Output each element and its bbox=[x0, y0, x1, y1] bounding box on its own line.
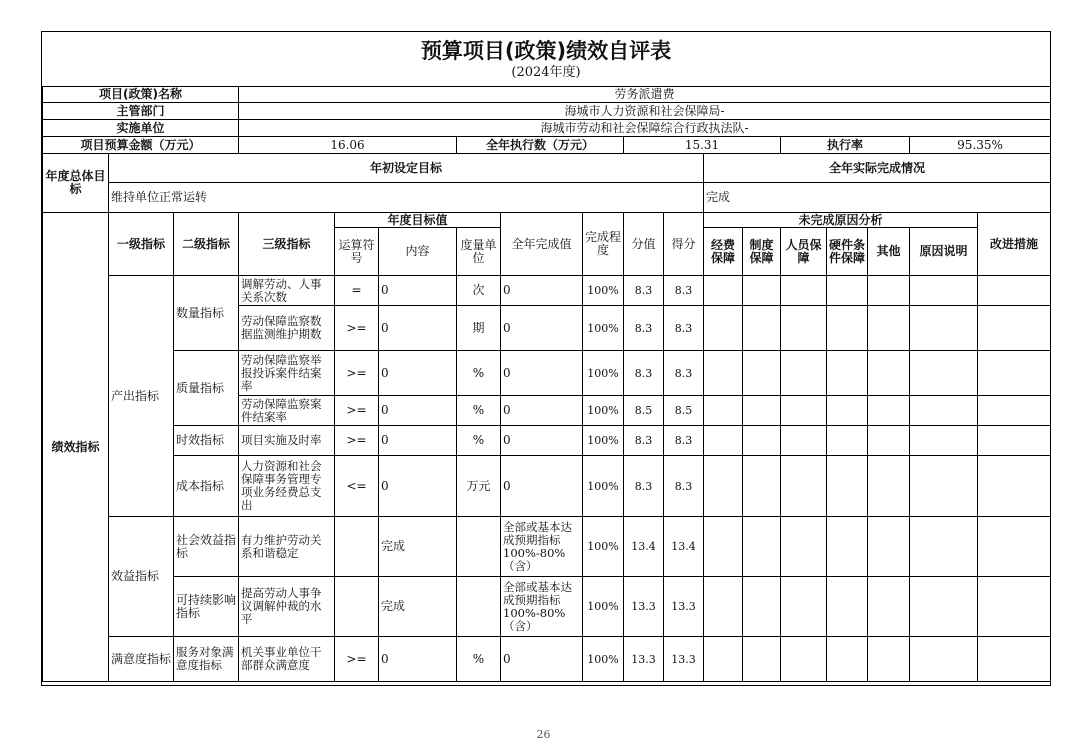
header-target-group: 年度目标值 bbox=[335, 213, 501, 228]
indicator-name: 机关事业单位干部群众满意度 bbox=[239, 637, 335, 682]
indicator-degree: 100% bbox=[583, 426, 624, 456]
indicator-unit: 次 bbox=[457, 276, 501, 306]
header-score: 分值 bbox=[624, 213, 664, 276]
subgroup-cost: 成本指标 bbox=[174, 456, 239, 517]
indicator-name: 劳动保障监察案件结案率 bbox=[239, 396, 335, 426]
goal-actual-value: 完成 bbox=[704, 183, 1051, 213]
row-dept bbox=[43, 103, 1051, 120]
indicator-got: 8.3 bbox=[664, 306, 704, 351]
evaluation-table bbox=[42, 86, 1051, 682]
indicator-op bbox=[335, 577, 379, 637]
header-content: 内容 bbox=[379, 228, 457, 276]
unit-value: 海城市劳动和社会保障综合行政执法队- bbox=[239, 120, 1051, 137]
indicator-unit: % bbox=[457, 396, 501, 426]
indicator-name: 提高劳动人事争议调解仲裁的水平 bbox=[239, 577, 335, 637]
row-goal-header bbox=[43, 154, 1051, 183]
indicator-content: 0 bbox=[379, 276, 457, 306]
header-reason-group: 未完成原因分析 bbox=[704, 213, 978, 228]
header-reason-note: 原因说明 bbox=[910, 228, 978, 276]
header-reason-funds: 经费保障 bbox=[704, 228, 743, 276]
indicator-score: 13.4 bbox=[624, 517, 664, 577]
indicator-unit: % bbox=[457, 351, 501, 396]
indicator-op: >= bbox=[335, 306, 379, 351]
header-improve: 改进措施 bbox=[978, 213, 1051, 276]
indicator-content: 完成 bbox=[379, 577, 457, 637]
table-row bbox=[43, 426, 1051, 456]
header-level2: 二级指标 bbox=[174, 213, 239, 276]
indicator-content: 完成 bbox=[379, 517, 457, 577]
rate-label: 执行率 bbox=[781, 137, 910, 154]
indicator-unit bbox=[457, 577, 501, 637]
budget-label: 项目预算金额（万元） bbox=[43, 137, 239, 154]
indicator-degree: 100% bbox=[583, 456, 624, 517]
indicator-got: 8.5 bbox=[664, 396, 704, 426]
indicator-score: 8.3 bbox=[624, 456, 664, 517]
indicator-degree: 100% bbox=[583, 637, 624, 682]
perf-section-label: 绩效指标 bbox=[43, 213, 109, 682]
indicator-actual: 0 bbox=[501, 276, 583, 306]
indicator-score: 8.3 bbox=[624, 426, 664, 456]
indicator-op: <= bbox=[335, 456, 379, 517]
group-benefit: 效益指标 bbox=[109, 517, 174, 637]
indicator-name: 人力资源和社会保障事务管理专项业务经费总支出 bbox=[239, 456, 335, 517]
header-reason-hardware: 硬件条件保障 bbox=[827, 228, 868, 276]
indicator-got: 13.3 bbox=[664, 637, 704, 682]
indicator-op: = bbox=[335, 276, 379, 306]
indicator-score: 8.3 bbox=[624, 306, 664, 351]
table-row bbox=[43, 456, 1051, 517]
page-number: 26 bbox=[536, 728, 551, 741]
goal-actual-header: 全年实际完成情况 bbox=[704, 154, 1051, 183]
table-row bbox=[43, 577, 1051, 637]
indicator-unit: % bbox=[457, 637, 501, 682]
indicator-name: 有力维护劳动关系和谐稳定 bbox=[239, 517, 335, 577]
header-reason-staff: 人员保障 bbox=[781, 228, 827, 276]
subgroup-quality: 质量指标 bbox=[174, 351, 239, 426]
indicator-name: 调解劳动、人事关系次数 bbox=[239, 276, 335, 306]
budget-value: 16.06 bbox=[239, 137, 457, 154]
goal-section-label: 年度总体目标 bbox=[43, 154, 109, 213]
header-op: 运算符号 bbox=[335, 228, 379, 276]
indicator-unit: 期 bbox=[457, 306, 501, 351]
indicator-actual: 0 bbox=[501, 396, 583, 426]
indicator-degree: 100% bbox=[583, 577, 624, 637]
subgroup-timeliness: 时效指标 bbox=[174, 426, 239, 456]
table-row bbox=[43, 517, 1051, 577]
row-goal-values bbox=[43, 183, 1051, 213]
project-name-label: 项目(政策)名称 bbox=[43, 87, 239, 103]
dept-value: 海城市人力资源和社会保障局- bbox=[239, 103, 1051, 120]
indicator-score: 8.3 bbox=[624, 276, 664, 306]
indicator-got: 8.3 bbox=[664, 426, 704, 456]
indicator-got: 13.3 bbox=[664, 577, 704, 637]
indicator-op: >= bbox=[335, 396, 379, 426]
indicator-score: 13.3 bbox=[624, 637, 664, 682]
exec-value: 15.31 bbox=[624, 137, 781, 154]
table-row bbox=[43, 351, 1051, 396]
table-row bbox=[43, 276, 1051, 306]
indicator-score: 8.5 bbox=[624, 396, 664, 426]
subgroup-satisfy: 服务对象满意度指标 bbox=[174, 637, 239, 682]
indicator-degree: 100% bbox=[583, 306, 624, 351]
indicator-name: 劳动保障监察数据监测维护期数 bbox=[239, 306, 335, 351]
indicator-actual: 0 bbox=[501, 351, 583, 396]
group-output: 产出指标 bbox=[109, 276, 174, 517]
indicator-got: 8.3 bbox=[664, 276, 704, 306]
indicator-got: 8.3 bbox=[664, 351, 704, 396]
indicator-unit bbox=[457, 517, 501, 577]
indicator-unit: 万元 bbox=[457, 456, 501, 517]
rate-value: 95.35% bbox=[910, 137, 1051, 154]
header-degree: 完成程度 bbox=[583, 213, 624, 276]
header-got: 得分 bbox=[664, 213, 704, 276]
indicator-op: >= bbox=[335, 637, 379, 682]
indicator-name: 劳动保障监察举报投诉案件结案率 bbox=[239, 351, 335, 396]
indicator-degree: 100% bbox=[583, 517, 624, 577]
indicator-actual: 0 bbox=[501, 456, 583, 517]
evaluation-sheet bbox=[41, 31, 1051, 686]
row-budget bbox=[43, 137, 1051, 154]
indicator-content: 0 bbox=[379, 351, 457, 396]
indicator-score: 13.3 bbox=[624, 577, 664, 637]
indicator-op: >= bbox=[335, 351, 379, 396]
indicator-degree: 100% bbox=[583, 396, 624, 426]
table-row bbox=[43, 637, 1051, 682]
indicator-name: 项目实施及时率 bbox=[239, 426, 335, 456]
indicator-actual: 0 bbox=[501, 306, 583, 351]
indicator-op: >= bbox=[335, 426, 379, 456]
indicator-content: 0 bbox=[379, 426, 457, 456]
indicator-content: 0 bbox=[379, 396, 457, 426]
indicator-actual: 0 bbox=[501, 426, 583, 456]
sheet-year: (2024年度) bbox=[511, 65, 581, 80]
subgroup-social: 社会效益指标 bbox=[174, 517, 239, 577]
row-unit bbox=[43, 120, 1051, 137]
header-actual: 全年完成值 bbox=[501, 213, 583, 276]
header-level3: 三级指标 bbox=[239, 213, 335, 276]
indicator-score: 8.3 bbox=[624, 351, 664, 396]
row-project-name bbox=[43, 87, 1051, 103]
row-perf-header-1 bbox=[43, 213, 1051, 228]
indicator-content: 0 bbox=[379, 456, 457, 517]
header-unit: 度量单位 bbox=[457, 228, 501, 276]
group-satisfaction: 满意度指标 bbox=[109, 637, 174, 682]
header-reason-system: 制度保障 bbox=[743, 228, 781, 276]
sheet-title: 预算项目(政策)绩效自评表 bbox=[420, 39, 672, 63]
indicator-actual: 0 bbox=[501, 637, 583, 682]
indicator-actual: 全部或基本达成预期指标100%-80%（含） bbox=[501, 577, 583, 637]
project-name-value: 劳务派遣费 bbox=[239, 87, 1051, 103]
subgroup-sustain: 可持续影响指标 bbox=[174, 577, 239, 637]
goal-initial-value: 维持单位正常运转 bbox=[109, 183, 704, 213]
indicator-degree: 100% bbox=[583, 276, 624, 306]
dept-label: 主管部门 bbox=[43, 103, 239, 120]
header-level1: 一级指标 bbox=[109, 213, 174, 276]
indicator-unit: % bbox=[457, 426, 501, 456]
indicator-op bbox=[335, 517, 379, 577]
subgroup-quantity: 数量指标 bbox=[174, 276, 239, 351]
indicator-degree: 100% bbox=[583, 351, 624, 396]
indicator-content: 0 bbox=[379, 637, 457, 682]
indicator-actual: 全部或基本达成预期指标100%-80%（含） bbox=[501, 517, 583, 577]
unit-label: 实施单位 bbox=[43, 120, 239, 137]
goal-initial-header: 年初设定目标 bbox=[109, 154, 704, 183]
header-reason-other: 其他 bbox=[868, 228, 910, 276]
indicator-got: 13.4 bbox=[664, 517, 704, 577]
indicator-content: 0 bbox=[379, 306, 457, 351]
exec-label: 全年执行数（万元） bbox=[457, 137, 624, 154]
indicator-got: 8.3 bbox=[664, 456, 704, 517]
